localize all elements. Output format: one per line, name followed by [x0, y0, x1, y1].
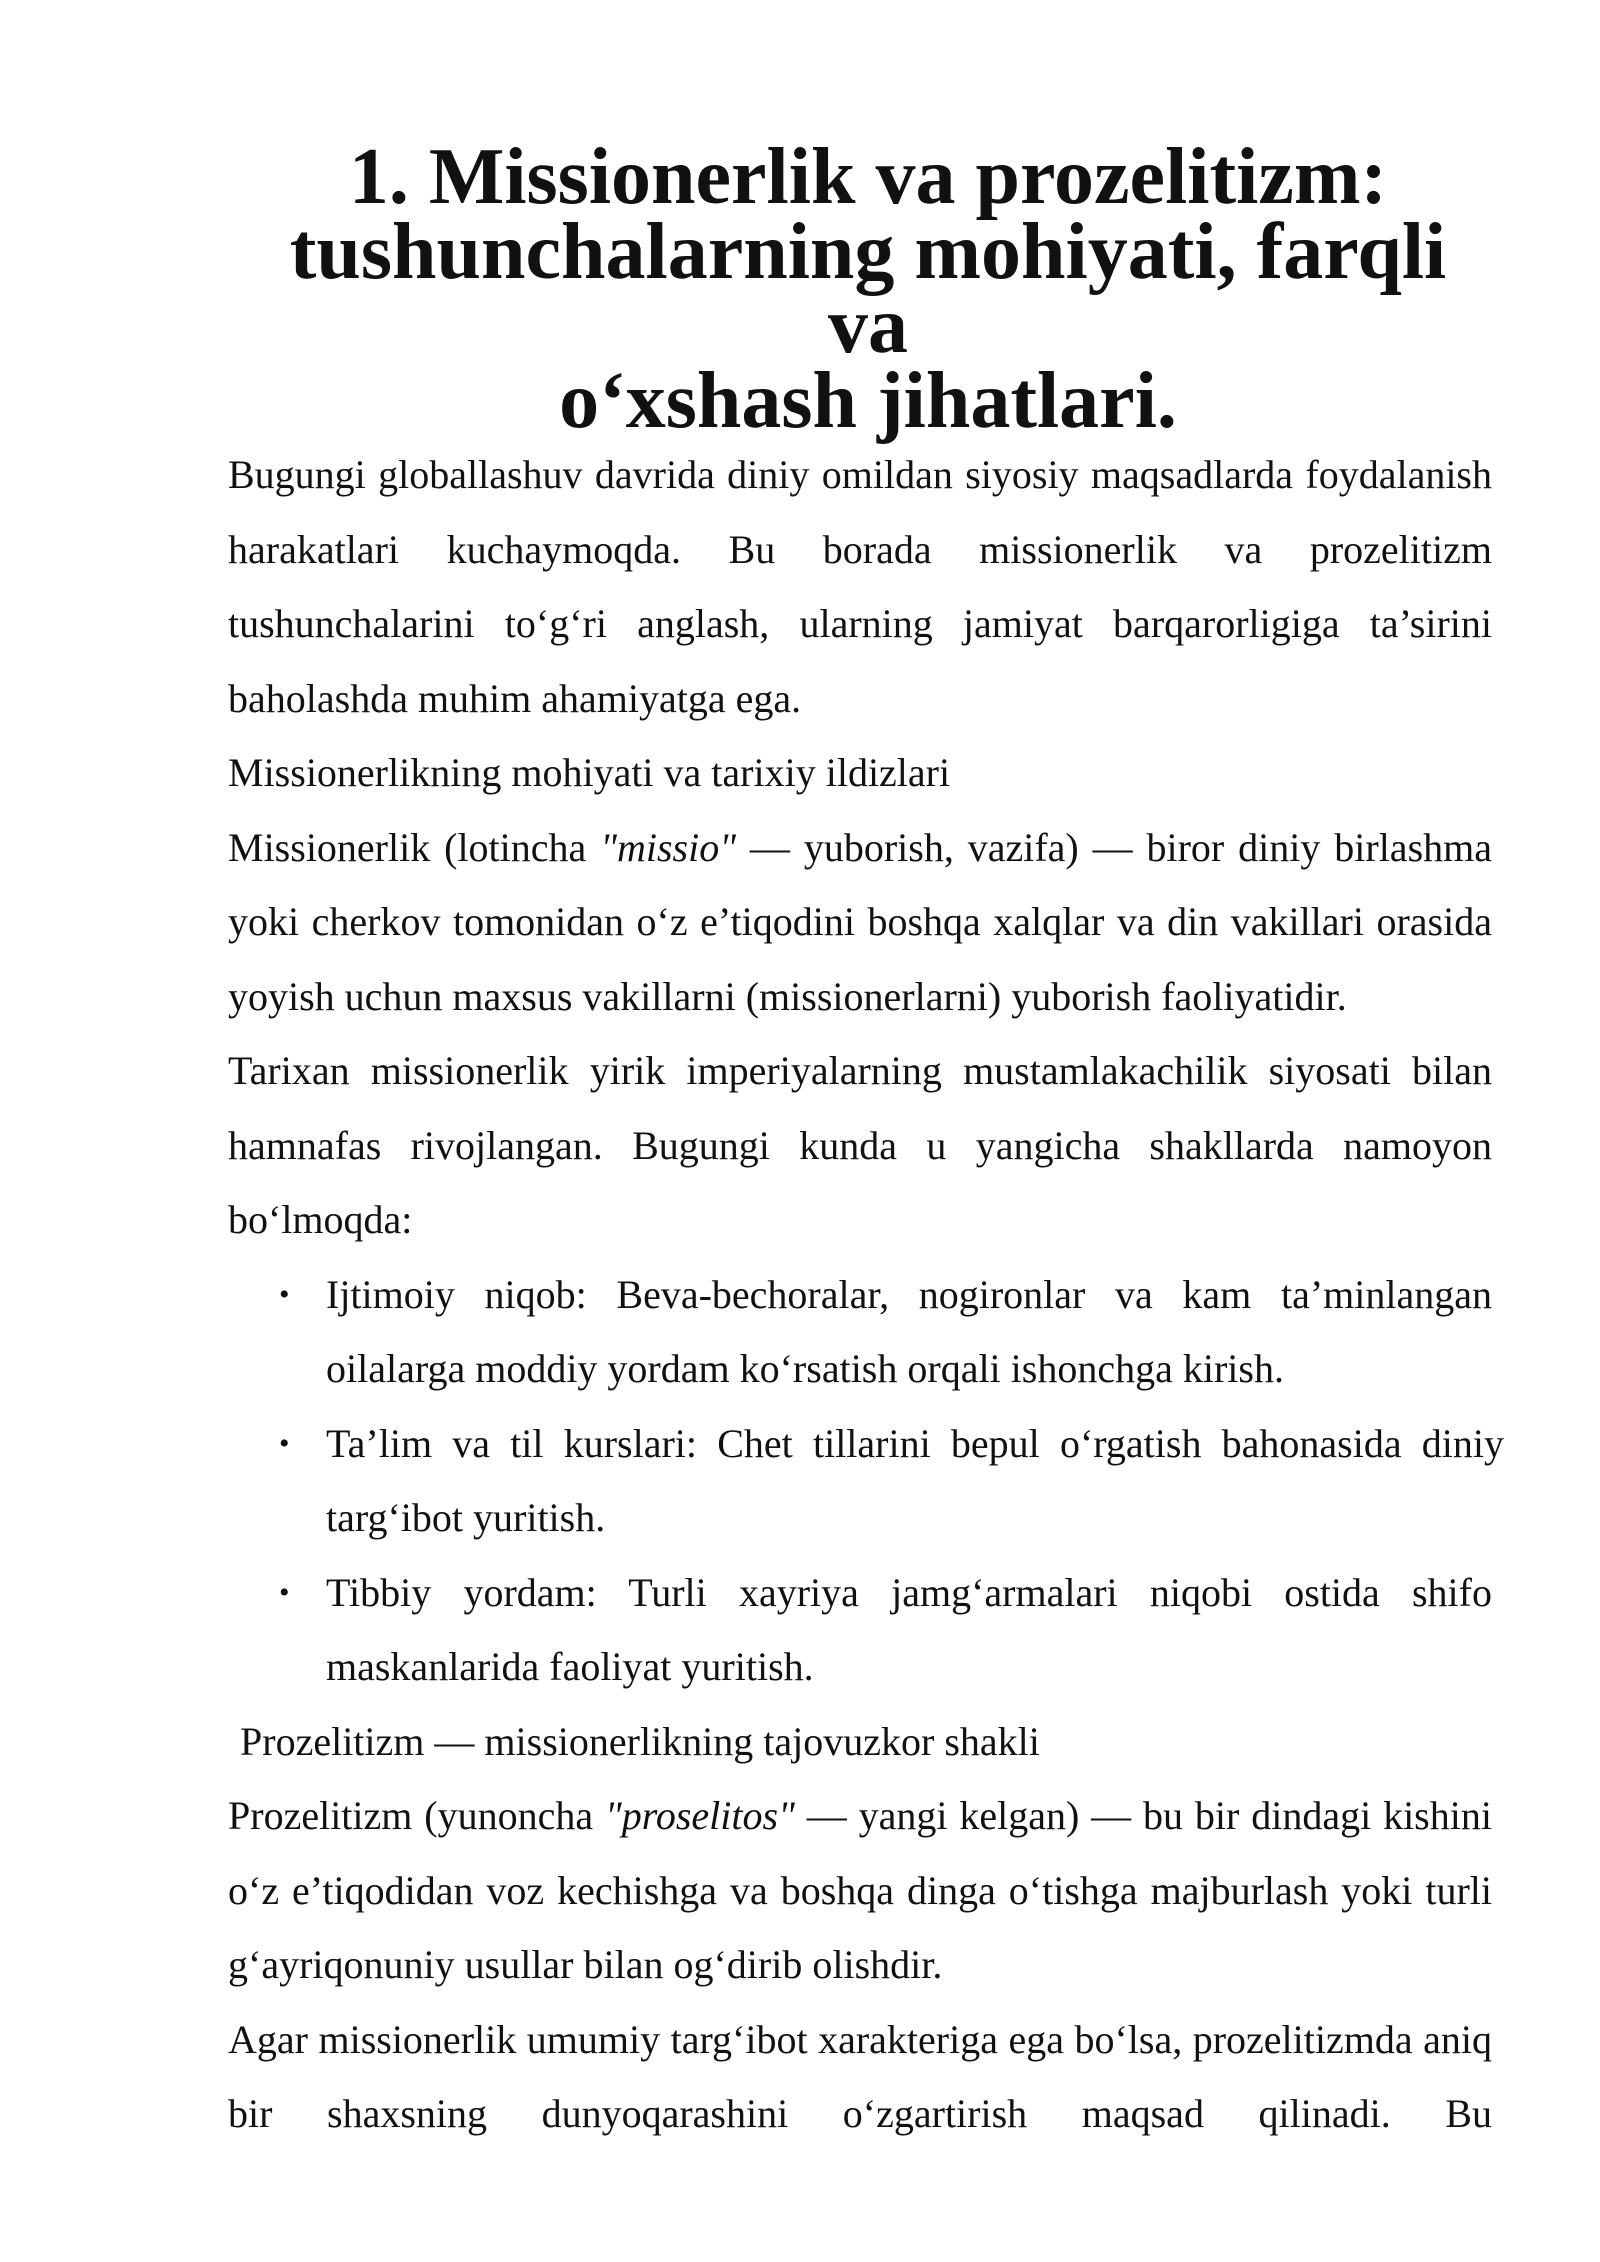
- title-line-2: o‘xshash jihatlari.: [559, 356, 1177, 445]
- list-item: [228, 1556, 1492, 1705]
- intro-paragraph: Bugungi globallashuv davrida diniy omildan siyosiy maqsadlarda foydalanish harakatlari kuchaymoqda. Bu borada missionerlik va prozelitizm tushunchalarini to‘g‘ri anglash, ularning jamiyat barqarorligiga ta’sirini baholashda muhim ahamiyatga ega.: [228, 452, 1492, 721]
- list-item-text: Ijtimoiy niqob: Beva-bechoralar, nogironlar va kam ta’minlangan oilalarga moddiy yordam ko‘rsatish orqali ishonchga kirish.: [326, 1271, 1492, 1391]
- list-item-text: Ta’lim va til kurslari: Chet tillarini bepul o‘rgatish bahonasida diniy targ‘ibot yuritish.: [326, 1420, 1504, 1540]
- document-page: [228, 133, 1504, 2152]
- title-line-1: 1. Missionerlik va prozelitizm: tushunchalarning mohiyati, farqli va: [289, 133, 1447, 370]
- bullet-icon: •: [279, 1575, 290, 1609]
- history-paragraph: Tarixan missionerlik yirik imperiyalarning mustamlakachilik siyosati bilan hamnafas rivojlangan. Bugungi kunda u yangicha shakllarda namoyon bo‘lmoqda:: [228, 1048, 1492, 1242]
- definition-text-rest: — yangi kelgan) — bu bir dindagi kishini o‘z e’tiqodidan voz kechishga va boshqa dinga o‘tishga majburlash yoki turli g‘ayriqonuniy usullar bilan og‘dirib olishdir.: [228, 1793, 1492, 1987]
- forms-list: [228, 1258, 1504, 1705]
- bullet-icon: •: [279, 1277, 290, 1311]
- list-item: [228, 1258, 1492, 1407]
- section-heading-missionerlik: Missionerlikning mohiyati va tarixiy ildizlari: [228, 750, 951, 795]
- missionerlik-definition-paragraph: [228, 811, 1492, 1035]
- definition-text-rest: — yuborish, vazifa) — biror diniy birlashma yoki cherkov tomonidan o‘z e’tiqodini boshqa xalqlar va din vakillari orasida yoyish uchun maxsus vakillarni (missionerlarni) yuborish faoliyatidir.: [228, 824, 1492, 1019]
- list-item: [228, 1407, 1504, 1556]
- definition-text-start: Prozelitizm (yunoncha: [228, 1793, 605, 1838]
- comparison-paragraph: Agar missionerlik umumiy targ‘ibot xarakteriga ega bo‘lsa, prozelitizmda aniq bir shaxsning dunyoqarashini o‘zgartirish maqsad qilinadi. Bu: [228, 2016, 1492, 2136]
- prozelitizm-definition-paragraph: [228, 1779, 1492, 2003]
- section-heading-prozelitizm: Prozelitizm — missionerlikning tajovuzkor shakli: [240, 1718, 1040, 1764]
- list-item-text: Tibbiy yordam: Turli xayriya jamg‘armalari niqobi ostida shifo maskanlarida faoliyat yuritish.: [326, 1569, 1492, 1689]
- definition-term: "proselitos": [604, 1793, 795, 1838]
- definition-text-start: Missionerlik (lotincha: [228, 824, 601, 870]
- bullet-icon: •: [279, 1426, 290, 1460]
- document-title: [228, 133, 1492, 445]
- definition-term: "missio": [600, 824, 737, 870]
